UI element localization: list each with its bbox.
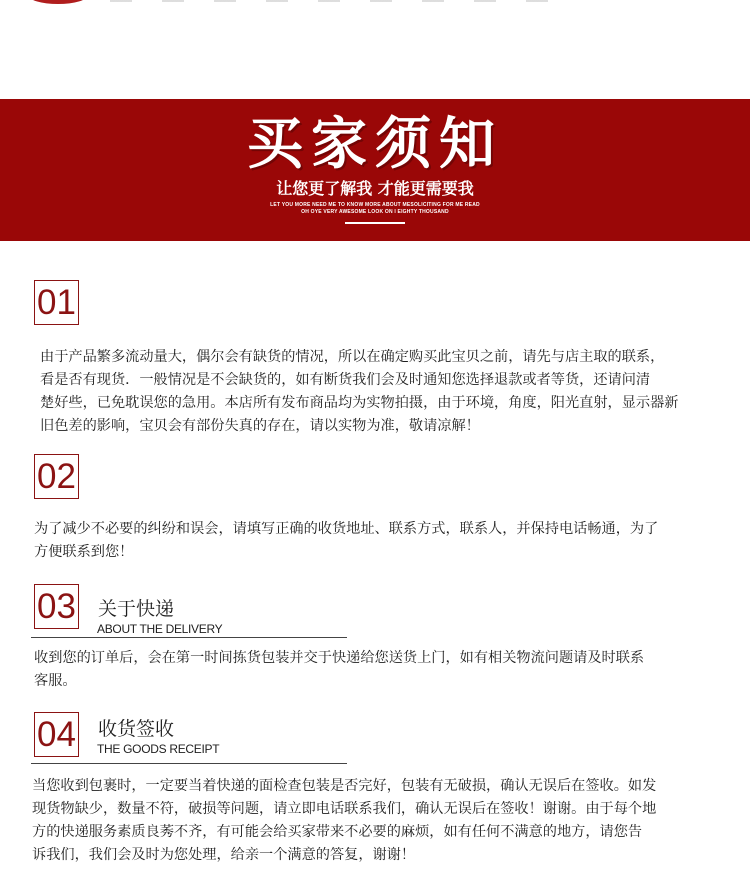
section-04-text xyxy=(32,775,730,867)
section-01-line: 旧色差的影响，宝贝会有部份失真的存在，请以实物为准，敬请凉解！ xyxy=(40,418,480,434)
section-number-02: 02 xyxy=(34,454,79,499)
top-cropped-logo-fragment xyxy=(28,0,88,4)
section-04-subtitle: THE GOODS RECEIPT xyxy=(97,742,220,756)
section-number-01: 01 xyxy=(34,280,79,325)
section-01-line: 看是否有现货．一般情况是不会缺货的，如有断货我们会及时通知您选择退款或者等货，还请问清 xyxy=(40,372,651,388)
section-number-04: 04 xyxy=(34,712,79,757)
section-01-line: 由于产品繁多流动量大，偶尔会有缺货的情况，所以在确定购买此宝贝之前，请先与店主取的联系， xyxy=(40,349,665,365)
section-03-underline xyxy=(31,637,347,638)
section-02-line: 方便联系到您！ xyxy=(34,544,134,560)
section-04-line: 现货物缺少，数量不符，破损等问题，请立即电话联系我们，确认无误后在签收！谢谢。由于每个地 xyxy=(32,801,657,817)
section-02-line: 为了减少不必要的纠纷和误会，请填写正确的收货地址、联系方式，联系人，并保持电话畅通，为了 xyxy=(34,521,659,537)
section-01-text xyxy=(40,346,730,438)
section-04-line: 当您收到包裹时，一定要当着快递的面检查包装是否完好，包装有无破损，确认无误后在签收。如发 xyxy=(32,778,657,794)
section-04-line: 方的快递服务素质良莠不齐，有可能会给买家带来不必要的麻烦，如有任何不满意的地方，请您告 xyxy=(32,824,643,840)
banner-subtitle: 让您更了解我 才能更需要我 xyxy=(276,179,474,198)
section-04-line: 诉我们，我们会及时为您处理，给亲一个满意的答复，谢谢！ xyxy=(32,847,416,863)
section-03-title: 关于快递 xyxy=(98,598,175,620)
banner-english-line-2: OH OYE VERY AWESOME LOOK ON I EIGHTY THOUSAND xyxy=(301,209,449,215)
top-cropped-text-fragment xyxy=(110,0,550,2)
section-03-line: 收到您的订单后，会在第一时间拣货包装并交于快递给您送货上门，如有相关物流问题请及时联系 xyxy=(34,650,645,666)
banner-english-line-1: LET YOU MORE NEED ME TO KNOW MORE ABOUT MESOLICITING FOR ME READ xyxy=(270,202,480,208)
section-04-title: 收货签收 xyxy=(98,718,175,740)
section-04-underline xyxy=(31,763,347,764)
banner-title: 买家须知 xyxy=(247,112,503,177)
section-03-text xyxy=(34,647,730,693)
section-03-subtitle: ABOUT THE DELIVERY xyxy=(97,622,223,636)
section-02-text xyxy=(34,518,730,564)
section-number-03: 03 xyxy=(34,584,79,629)
section-01-line: 楚好些，已免耽误您的急用。本店所有发布商品均为实物拍摄，由于环境，角度，阳光直射，显示器新 xyxy=(40,395,679,411)
section-03-line: 客服。 xyxy=(34,673,77,689)
banner-english-text xyxy=(0,202,750,216)
banner-divider xyxy=(345,222,405,224)
notice-banner xyxy=(0,99,750,241)
